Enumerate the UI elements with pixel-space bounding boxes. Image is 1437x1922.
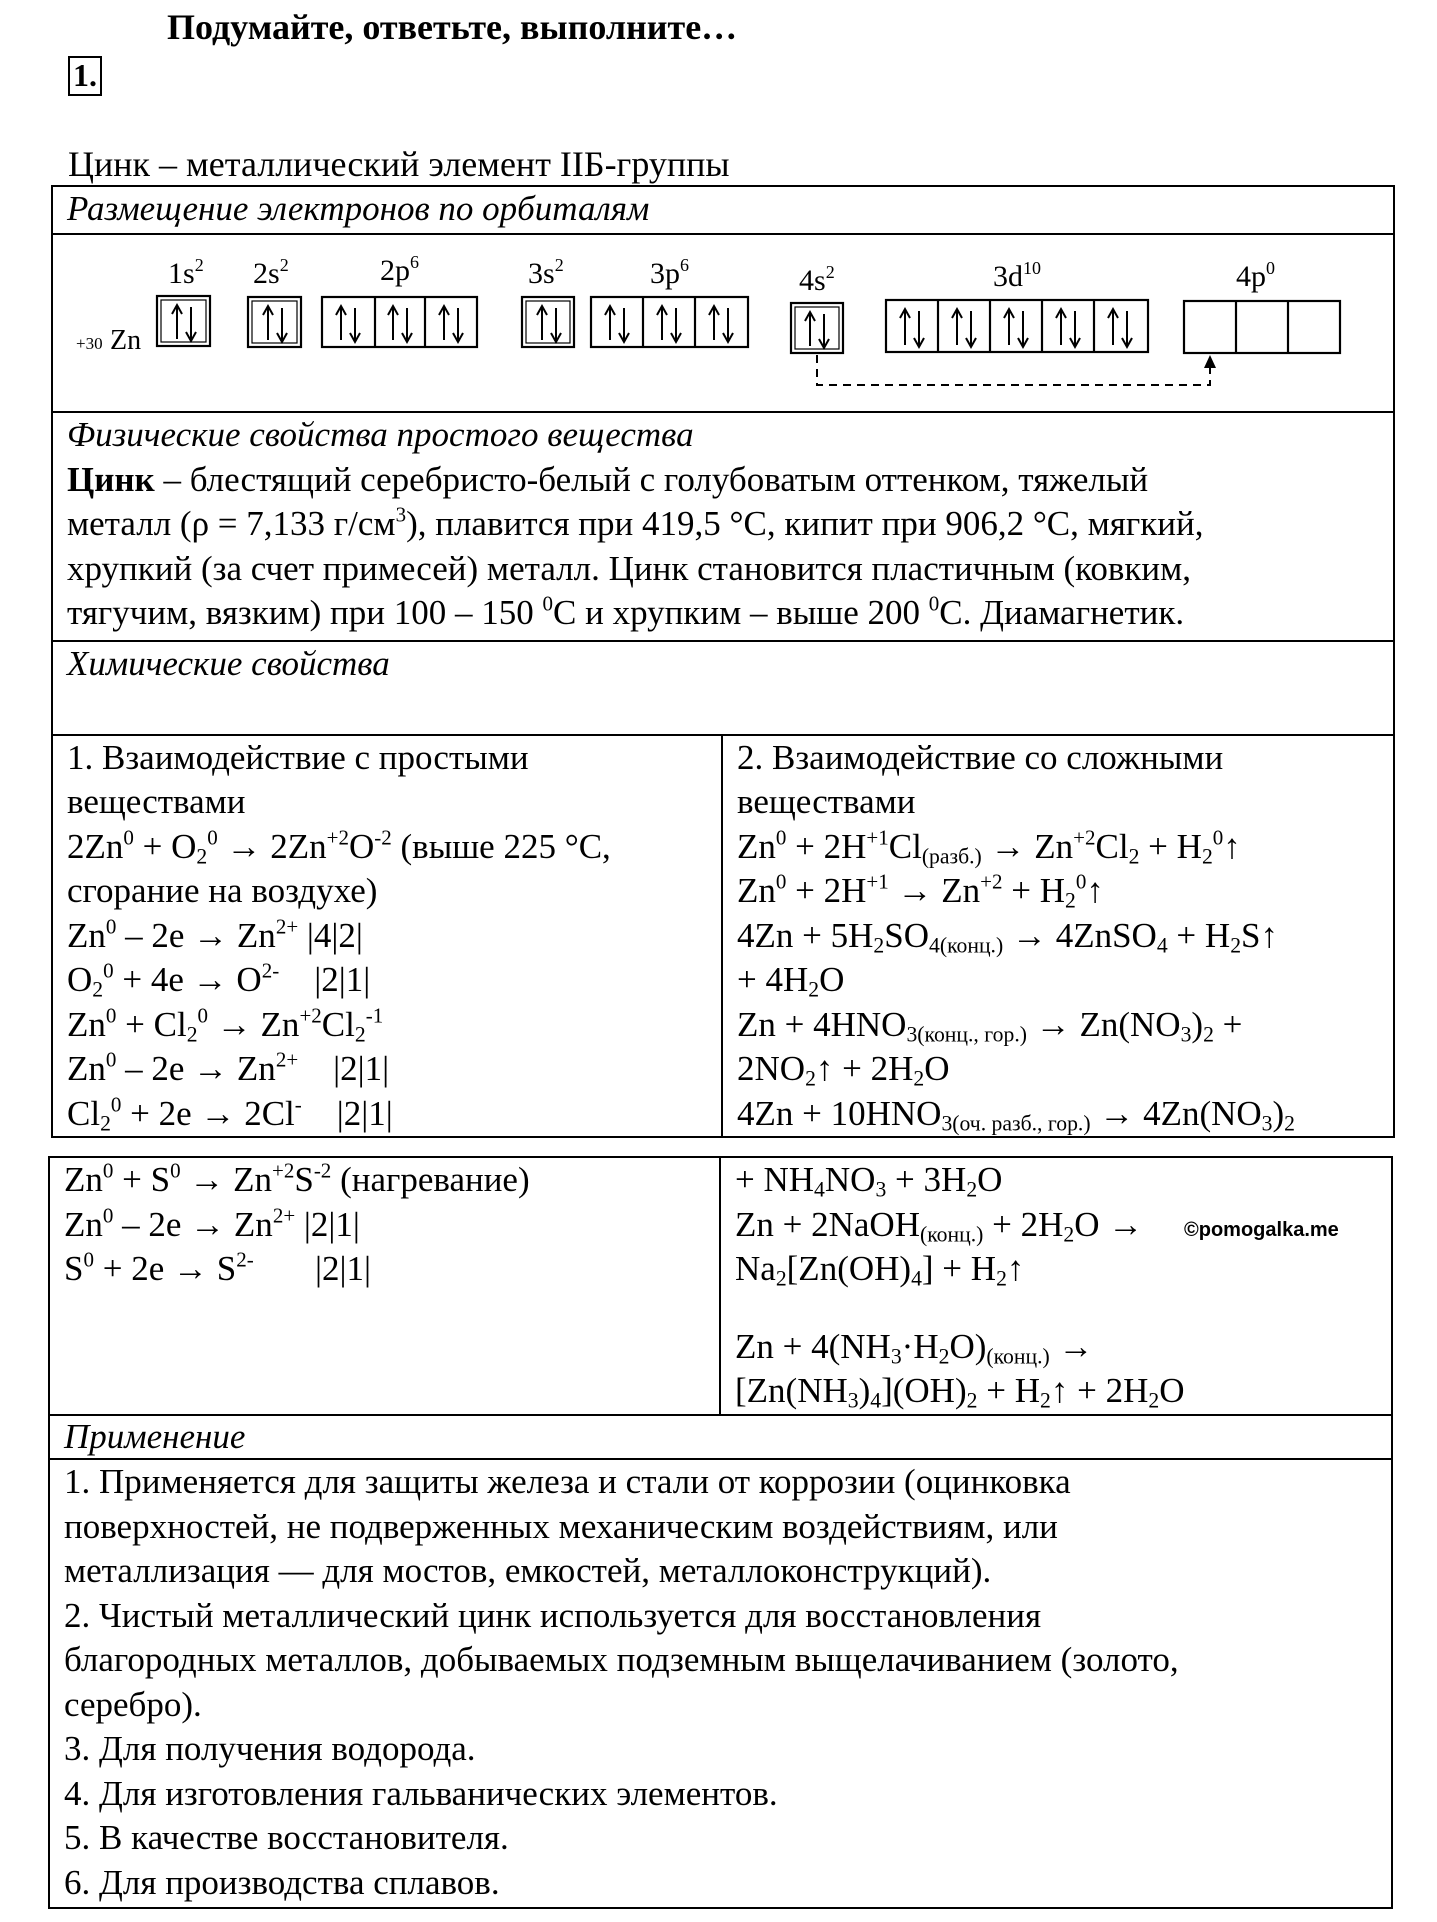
orbital-label-3p: $3p^6$ (650, 255, 689, 290)
complex-substances-column (722, 735, 1394, 1138)
eq-zn-o2-note: сгорание на воздухе) (67, 871, 378, 910)
eq-zn-nh3-cont: $[Zn(NH_3)_4](OH)_2$ + $H_2↑ + 2H_2O$ (735, 1371, 1185, 1413)
half-s-red: $S^0 + 2e \to S^{2-}$ |2|1| (64, 1247, 371, 1288)
eq-zn-hno3-conc-cont: $2NO_2↑ + 2H_2O$ (737, 1049, 950, 1091)
chemical-section-title: Химические свойства (52, 641, 1394, 735)
eq-zn-o2: $2Zn^0 + O_2^0 \to 2Zn^{+2}O^{-2}$ (выше 225 °С, (67, 824, 611, 868)
eq-zn-hno3-dil: $4Zn + 10HNO_{3(оч. разб., гор.)} \to 4Zn(NO_3)_2$ (737, 1093, 1296, 1135)
eq-zn-hcl: $Zn^0 + 2H^{+1}Cl_{(разб.)} \to Zn^{+2}Cl_2$ + $H_2^0↑$ (737, 824, 1241, 868)
physical-line-3: хрупкий (за счет примесей) металл. Цинк становится пластичным (ковким, (67, 548, 1192, 588)
eq-zn-hno3-conc: $Zn + 4HNO_{3(конц., гор.)} \to Zn(NO_3)_2$ + (737, 1004, 1243, 1046)
orbital-label-3s: $3s^2$ (528, 255, 564, 290)
half-zn-ox-1: $Zn^0 - 2e \to Zn^{2+}$ |4|2| (67, 913, 363, 955)
eq-zn-cl2: $Zn^0 + Cl_2^0 \to Zn^{+2}Cl_2^{-1}$ (67, 1002, 384, 1046)
half-zn-ox-3: $Zn^0 - 2e \to Zn^{2+}$ |2|1| (64, 1202, 360, 1244)
half-o2-red: $O_2^0 + 4e \to O^{2-}$ |2|1| (67, 958, 371, 1002)
application-line: 5. В качестве восстановителя. (64, 1818, 509, 1857)
application-line: металлизация — для мостов, емкостей, металлоконструкций). (64, 1551, 992, 1590)
zinc-properties-table-continued (48, 1156, 1393, 1909)
half-zn-ox-2: $Zn^0 - 2e \to Zn^{2+}$ |2|1| (67, 1047, 390, 1088)
half-cl2-red: $Cl_2^0 + 2e \to 2Cl^-$ |2|1| (67, 1091, 393, 1135)
eq-zn-naoh: Zn + 2NaOH$_{(конц.)}$ + $2H_2O$ → (735, 1204, 1144, 1246)
eq-zn-h2so4-cont: + $4H_2O$ (737, 960, 845, 1002)
element-symbol: Zn (110, 325, 142, 356)
intro-line: Цинк – металлический элемент IIБ-группы (68, 144, 730, 184)
application-line: 2. Чистый металлический цинк используется для восстановления (64, 1595, 1042, 1635)
application-line: 3. Для получения водорода. (64, 1729, 476, 1768)
simple-substances-column-cont (49, 1157, 720, 1415)
orbital-label-4p: $4p^0$ (1236, 258, 1275, 293)
element-charge: +30 (76, 334, 103, 353)
orbital-label-3d: $3d^{10}$ (993, 258, 1041, 293)
excitation-arrowhead (1204, 355, 1216, 368)
task-number: 1. (68, 56, 102, 96)
physical-section-title: Физические свойства простого вещества (67, 415, 694, 454)
application-line: поверхностей, не подверженных механическим воздействиям, или (64, 1506, 1058, 1546)
orbital-section-title: Размещение электронов по орбиталям (52, 186, 1394, 234)
zinc-properties-table (51, 185, 1395, 1138)
application-line: 1. Применяется для защиты железа и стали от коррозии (оцинковка (64, 1462, 1071, 1501)
excitation-dashed-arrow (817, 355, 1210, 385)
application-line: 4. Для изготовления гальванических элементов. (64, 1773, 778, 1813)
orbital-label-1s: $1s^2$ (168, 255, 204, 290)
complex-title-line-2: веществами (737, 782, 916, 821)
watermark: ©pomogalka.me (1184, 1219, 1339, 1241)
orbital-diagram-cell (52, 234, 1394, 412)
simple-title-line-2: веществами (67, 782, 246, 821)
physical-line-2: металл (ρ = 7,133 $г/см^3$), плавится при 419,5 °С, кипит при 906,2 °С, мягкий, (67, 502, 1204, 543)
application-line: 6. Для производства сплавов. (64, 1862, 500, 1902)
simple-substances-column (52, 735, 722, 1138)
complex-title-line-1: 2. Взаимодействие со сложными (737, 737, 1224, 777)
page-heading: Подумайте, ответьте, выполните… (167, 7, 738, 47)
orbital-label-4s: $4s^2$ (799, 262, 835, 297)
electron-arrows (172, 305, 1132, 348)
application-line: серебро). (64, 1684, 202, 1724)
eq-zn-h2so4: $4Zn + 5H_2SO_{4(конц.)}$ → 4ZnSO$_4$ + $H_2S↑$ (737, 915, 1278, 957)
simple-title-line-1: 1. Взаимодействие с простыми (67, 737, 529, 777)
eq-zn-h-ionic: $Zn^0 + 2H^{+1} \to Zn^{+2}$ + $H_2^0↑$ (737, 869, 1104, 913)
application-line: благородных металлов, добываемых подземным выщелачиванием (золото, (64, 1640, 1179, 1679)
orbital-boxes (157, 296, 1340, 353)
eq-zn-nh3: $Zn + 4(NH_3\cdot H_2O)_{(конц.)}$ → (735, 1326, 1094, 1368)
eq-zn-s: $Zn^0 + S^0 \to Zn^{+2}S^{-2}$ (нагревание) (64, 1158, 530, 1199)
orbital-diagram (53, 235, 1391, 411)
application-list (49, 1459, 1392, 1908)
complex-substances-column-cont (720, 1157, 1392, 1415)
application-section-title: Применение (49, 1415, 1392, 1459)
eq-zn-hno3-dil-cont: + $NH_4NO_3 + 3H_2O$ (735, 1160, 1003, 1202)
orbital-label-2p: $2p^6$ (380, 252, 419, 287)
physical-line-1: Цинк – блестящий серебристо-белый с голубоватым оттенком, тяжелый (67, 459, 1149, 499)
orbital-label-2s: $2s^2$ (253, 255, 289, 290)
physical-line-4: тягучим, вязким) при 100 – 150 $^0$С и хрупким – выше 200 $^0$С. Диамагнетик. (67, 591, 1185, 632)
eq-zn-naoh-cont: $Na_2[Zn(OH)_4]$ + $H_2↑$ (735, 1249, 1025, 1291)
physical-properties-cell (52, 412, 1394, 641)
